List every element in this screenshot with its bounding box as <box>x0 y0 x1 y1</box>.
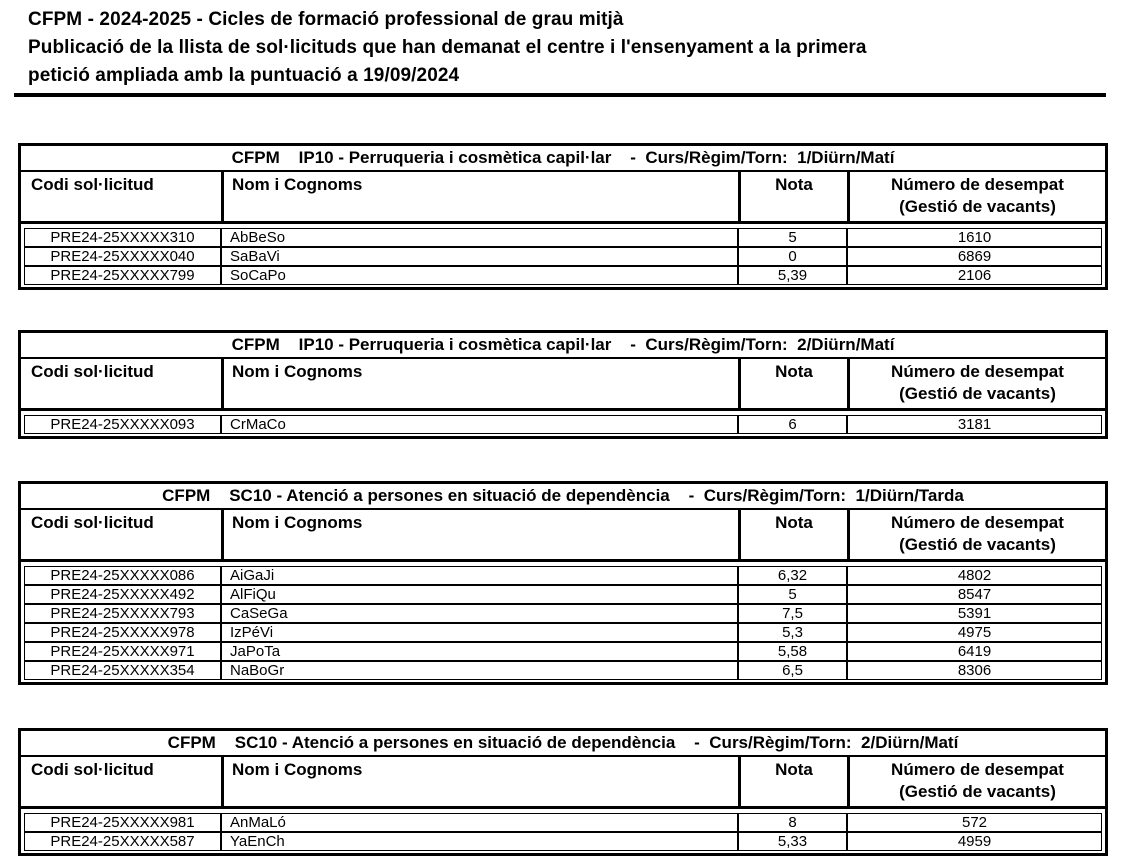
column-header-desempat-line2: (Gestió de vacants) <box>899 782 1056 801</box>
table-header-row <box>21 359 1105 411</box>
header-rule <box>14 93 1106 97</box>
table-row <box>24 642 1102 661</box>
column-header-nota: Nota <box>741 359 850 408</box>
column-header-nota: Nota <box>741 510 850 559</box>
cell-codi: PRE24-25XXXXX587 <box>24 832 221 851</box>
cell-nom: AbBeSo <box>221 228 738 247</box>
cell-desempat: 6869 <box>847 247 1102 266</box>
cell-nota: 6,5 <box>738 661 847 680</box>
column-header-desempat-line2: (Gestió de vacants) <box>899 384 1056 403</box>
column-header-desempat-line1: Número de desempat <box>891 513 1064 532</box>
column-header-codi: Codi sol·licitud <box>21 510 224 559</box>
column-header-desempat <box>850 757 1105 806</box>
cell-desempat: 6419 <box>847 642 1102 661</box>
table-header-row <box>21 510 1105 562</box>
table-row <box>24 415 1102 434</box>
cell-nota: 6,32 <box>738 566 847 585</box>
column-header-desempat <box>850 359 1105 408</box>
column-header-desempat <box>850 172 1105 221</box>
cell-desempat: 1610 <box>847 228 1102 247</box>
table-row <box>24 266 1102 285</box>
column-header-nom: Nom i Cognoms <box>224 172 741 221</box>
table-row <box>24 661 1102 680</box>
table-row <box>24 604 1102 623</box>
cell-desempat: 8547 <box>847 585 1102 604</box>
table-row <box>24 832 1102 851</box>
table-title: CFPM IP10 - Perruqueria i cosmètica capil·lar - Curs/Règim/Torn: 2/Diürn/Matí <box>21 333 1105 359</box>
column-header-desempat-line1: Número de desempat <box>891 362 1064 381</box>
cell-nota: 5 <box>738 228 847 247</box>
course-table <box>18 728 1108 856</box>
cell-nom: SoCaPo <box>221 266 738 285</box>
cell-codi: PRE24-25XXXXX086 <box>24 566 221 585</box>
cell-nota: 5,33 <box>738 832 847 851</box>
table-row <box>24 566 1102 585</box>
cell-nom: SaBaVi <box>221 247 738 266</box>
column-header-desempat-line2: (Gestió de vacants) <box>899 535 1056 554</box>
cell-codi: PRE24-25XXXXX093 <box>24 415 221 434</box>
column-header-desempat-line1: Número de desempat <box>891 175 1064 194</box>
table-body <box>21 809 1105 853</box>
column-header-nom: Nom i Cognoms <box>224 510 741 559</box>
cell-codi: PRE24-25XXXXX354 <box>24 661 221 680</box>
cell-desempat: 5391 <box>847 604 1102 623</box>
cell-nom: AiGaJi <box>221 566 738 585</box>
document-header <box>28 6 1088 90</box>
table-header-row <box>21 757 1105 809</box>
column-header-nom: Nom i Cognoms <box>224 757 741 806</box>
cell-desempat: 3181 <box>847 415 1102 434</box>
column-header-codi: Codi sol·licitud <box>21 172 224 221</box>
cell-codi: PRE24-25XXXXX981 <box>24 813 221 832</box>
cell-nota: 7,5 <box>738 604 847 623</box>
course-table <box>18 481 1108 685</box>
cell-nom: CaSeGa <box>221 604 738 623</box>
cell-nota: 0 <box>738 247 847 266</box>
cell-nota: 5 <box>738 585 847 604</box>
cell-nom: AnMaLó <box>221 813 738 832</box>
cell-desempat: 4802 <box>847 566 1102 585</box>
cell-desempat: 8306 <box>847 661 1102 680</box>
cell-codi: PRE24-25XXXXX492 <box>24 585 221 604</box>
table-body <box>21 411 1105 436</box>
header-line-3: petició ampliada amb la puntuació a 19/09/2024 <box>28 65 460 86</box>
cell-desempat: 4975 <box>847 623 1102 642</box>
column-header-desempat <box>850 510 1105 559</box>
column-header-codi: Codi sol·licitud <box>21 757 224 806</box>
column-header-nota: Nota <box>741 172 850 221</box>
cell-nom: IzPéVi <box>221 623 738 642</box>
course-table <box>18 143 1108 290</box>
table-title: CFPM SC10 - Atenció a persones en situació de dependència - Curs/Règim/Torn: 1/Diürn/Tarda <box>21 484 1105 510</box>
cell-desempat: 4959 <box>847 832 1102 851</box>
table-title: CFPM SC10 - Atenció a persones en situació de dependència - Curs/Règim/Torn: 2/Diürn/Matí <box>21 731 1105 757</box>
cell-nota: 6 <box>738 415 847 434</box>
column-header-nom: Nom i Cognoms <box>224 359 741 408</box>
header-line-1: CFPM - 2024-2025 - Cicles de formació professional de grau mitjà <box>28 9 624 30</box>
cell-nom: NaBoGr <box>221 661 738 680</box>
table-row <box>24 247 1102 266</box>
table-row <box>24 228 1102 247</box>
cell-nota: 5,39 <box>738 266 847 285</box>
table-row <box>24 585 1102 604</box>
cell-desempat: 2106 <box>847 266 1102 285</box>
cell-nom: YaEnCh <box>221 832 738 851</box>
column-header-desempat-line2: (Gestió de vacants) <box>899 197 1056 216</box>
cell-codi: PRE24-25XXXXX978 <box>24 623 221 642</box>
table-title: CFPM IP10 - Perruqueria i cosmètica capil·lar - Curs/Règim/Torn: 1/Diürn/Matí <box>21 146 1105 172</box>
cell-nota: 8 <box>738 813 847 832</box>
table-row <box>24 813 1102 832</box>
column-header-codi: Codi sol·licitud <box>21 359 224 408</box>
cell-codi: PRE24-25XXXXX971 <box>24 642 221 661</box>
cell-codi: PRE24-25XXXXX793 <box>24 604 221 623</box>
cell-nom: AlFiQu <box>221 585 738 604</box>
header-line-2: Publicació de la llista de sol·licituds que han demanat el centre i l'ensenyament a la primera <box>28 37 867 58</box>
cell-nota: 5,3 <box>738 623 847 642</box>
cell-desempat: 572 <box>847 813 1102 832</box>
cell-nom: JaPoTa <box>221 642 738 661</box>
cell-codi: PRE24-25XXXXX310 <box>24 228 221 247</box>
table-header-row <box>21 172 1105 224</box>
column-header-nota: Nota <box>741 757 850 806</box>
table-body <box>21 224 1105 287</box>
cell-nom: CrMaCo <box>221 415 738 434</box>
cell-codi: PRE24-25XXXXX040 <box>24 247 221 266</box>
table-row <box>24 623 1102 642</box>
table-body <box>21 562 1105 682</box>
course-table <box>18 330 1108 439</box>
cell-codi: PRE24-25XXXXX799 <box>24 266 221 285</box>
column-header-desempat-line1: Número de desempat <box>891 760 1064 779</box>
cell-nota: 5,58 <box>738 642 847 661</box>
